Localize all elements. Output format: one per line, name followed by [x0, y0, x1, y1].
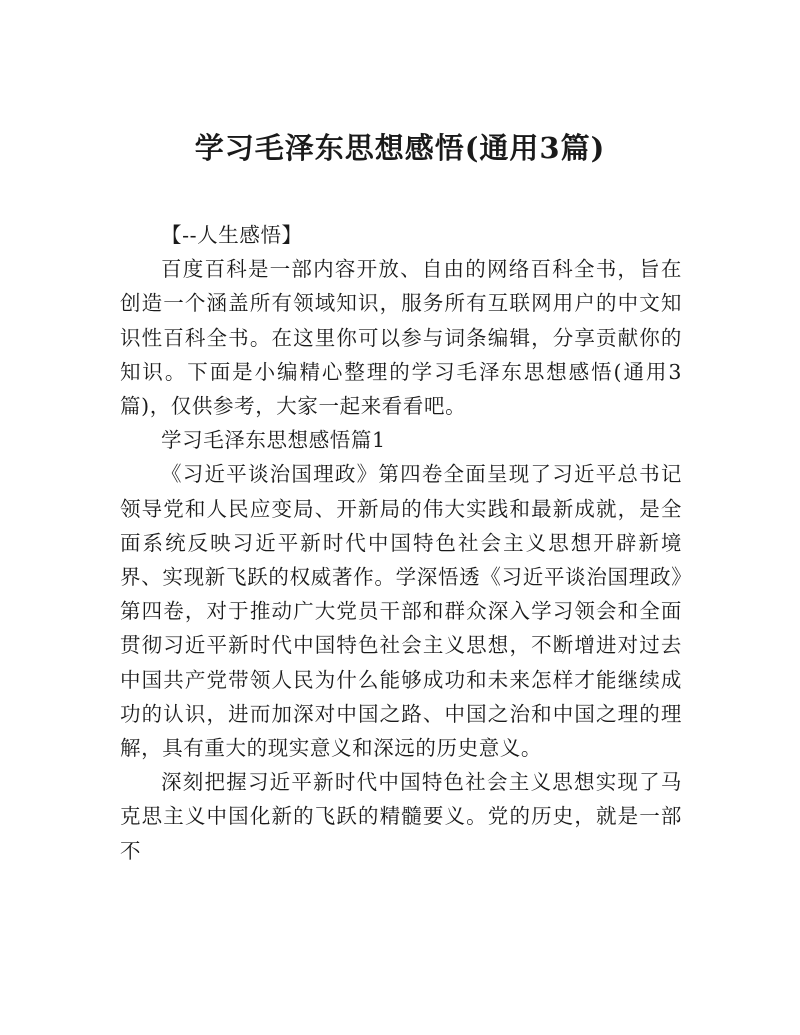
category-tag: 【--人生感悟】 [161, 223, 303, 247]
body-paragraph-2: 深刻把握习近平新时代中国特色社会主义思想实现了马克思主义中国化新的飞跃的精髓要义。党的历史，就是一部不 [120, 770, 682, 863]
section-heading: 学习毛泽东思想感悟篇1 [161, 428, 386, 453]
intro-paragraph: 百度百科是一部内容开放、自由的网络百科全书，旨在创造一个涵盖所有领域知识，服务所有互联网用户的中文知识性百科全书。在这里你可以参与词条编辑，分享贡献你的知识。下面是小编精心整理的学习毛泽东思想感悟(通用3篇)，仅供参考，大家一起来看看吧。 [120, 257, 682, 419]
document-body [120, 218, 682, 868]
document-title: 学习毛泽东思想感悟(通用3篇) [194, 131, 606, 165]
body-paragraph-1: 《习近平谈治国理政》第四卷全面呈现了习近平总书记领导党和人民应变局、开新局的伟大实践和最新成就，是全面系统反映习近平新时代中国特色社会主义思想开辟新境界、实现新飞跃的权威著作。学深悟透《习近平谈治国理政》第四卷，对于推动广大党员干部和群众深入学习领会和全面贯彻习近平新时代中国特色社会主义思想，不断增进对过去中国共产党带领人民为什么能够成功和未来怎样才能继续成功的认识，进而加深对中国之路、中国之治和中国之理的理解，具有重大的现实意义和深远的历史意义。 [120, 462, 682, 761]
